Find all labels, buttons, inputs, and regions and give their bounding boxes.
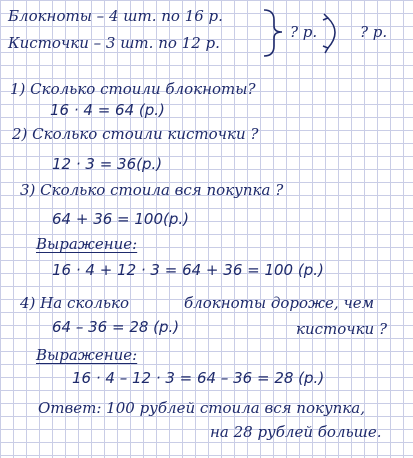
given-line-1: Блокноты – 4 шт. по 16 р. [8,7,223,25]
step-2-question: 2) Сколько стоили кисточки ? [12,125,259,143]
step-4-question-start: 4) На сколько [20,294,130,312]
answer-line-2: на 28 рублей больше. [210,423,382,441]
answer-line-1: Ответ: 100 рублей стоила вся покупка, [38,399,365,417]
given-line-2: Кисточки – 3 шт. по 12 р. [8,34,220,52]
step-1-question: 1) Сколько стоили блокноты? [10,80,256,98]
expression-2-value: 16 · 4 – 12 · 3 = 64 – 36 = 28 (р.) [72,369,325,387]
step-4-question-end: кисточки ? [296,320,388,338]
expression-1-label: Выражение: [36,235,138,253]
expression-2-label: Выражение: [36,346,138,364]
step-3-calc: 64 + 36 = 100(р.) [52,210,190,228]
step-3-question: 3) Сколько стоила вся покупка ? [20,181,284,199]
step-4-question-middle: блокноты дороже, чем [184,294,375,312]
expression-1-value: 16 · 4 + 12 · 3 = 64 + 36 = 100 (р.) [52,261,324,279]
question-total: ? р. [290,23,318,41]
question-difference: ? р. [360,23,388,41]
step-2-calc: 12 · 3 = 36(р.) [52,155,163,173]
step-1-calc: 16 · 4 = 64 (р.) [50,101,165,119]
step-4-calc: 64 – 36 = 28 (р.) [52,318,180,336]
